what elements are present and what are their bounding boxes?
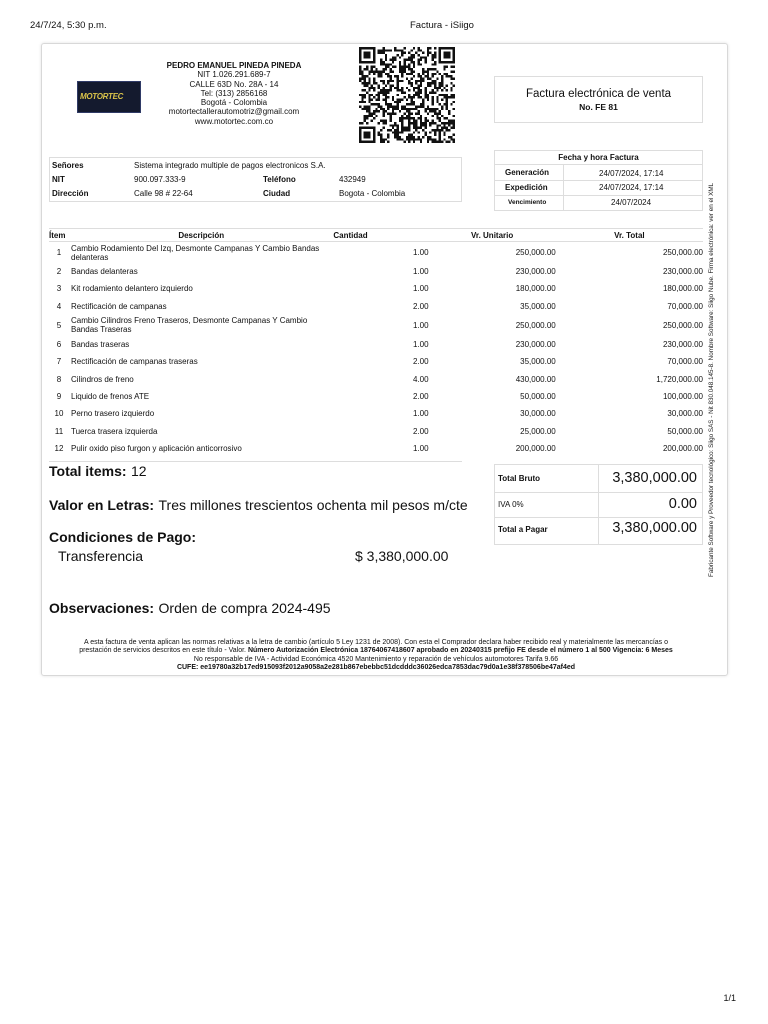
row-qty: 4.00 [412,374,429,384]
total-items-label: Total items: [49,463,127,479]
client-address-label: Dirección [52,189,89,198]
row-total: 30,000.00 [667,409,703,419]
row-total: 230,000.00 [662,267,703,277]
table-row [49,336,703,353]
col-desc: Descripción [69,229,333,242]
row-desc: Perno trasero izquierdo [71,409,155,419]
total-bruto-row [495,465,702,493]
table-row [49,370,703,387]
col-qty: Cantidad [333,229,428,242]
totals-box [494,464,703,545]
row-unit: 30,000.00 [520,409,556,419]
emitter-phone: Tel: (313) 2856168 [200,88,268,98]
expedition-label: Expedición [505,183,548,192]
emitter-nit: NIT 1.026.291.689-7 [197,70,271,80]
row-desc: Rectificación de campanas [71,301,167,311]
invoice-title-box [494,76,703,123]
row-item: 6 [56,340,62,350]
row-qty: 1.00 [412,320,429,330]
row-total: 180,000.00 [662,284,703,294]
client-address: Calle 98 # 22-64 [134,189,193,198]
row-qty: 2.00 [412,426,429,436]
row-total: 250,000.00 [662,248,703,257]
col-unit: Vr. Unitario [429,229,556,242]
row-item: 5 [56,320,62,330]
row-unit: 230,000.00 [515,340,556,350]
row-item: 12 [54,443,64,453]
invoice-dates [494,150,703,211]
row-item: 4 [56,301,62,311]
row-item: 1 [56,248,62,257]
total-pagar-row [495,517,702,544]
table-bottom-rule [49,461,462,462]
total-items [49,463,147,481]
due-label: Vencimiento [508,199,547,206]
payment-amount: $ 3,380,000.00 [355,548,449,564]
amount-in-words [49,497,468,515]
row-desc: Bandas delanteras [71,267,138,277]
total-pagar-value: 3,380,000.00 [612,520,697,536]
row-qty: 2.00 [412,301,429,311]
total-items-value: 12 [130,463,147,479]
client-phone-label: Teléfono [263,175,296,184]
table-row [49,405,703,422]
client-name: Sistema integrado multiple de pagos electronicos S.A. [134,161,326,170]
row-qty: 1.00 [412,340,429,350]
emitter-city: Bogotá - Colombia [200,98,268,108]
legal-line-2 [49,647,703,655]
table-row [49,242,703,264]
total-bruto-value: 3,380,000.00 [612,470,697,486]
payment-method: Transferencia [58,548,144,564]
row-desc: Cambio Rodamiento Del Izq, Desmonte Campanas Y Cambio Bandas delanteras [71,243,320,262]
client-nit-label: NIT [52,175,65,184]
emitter-address: CALLE 63D No. 28A - 14 [189,79,279,89]
row-unit: 250,000.00 [515,320,556,330]
expedition-date: 24/07/2024, 17:14 [599,183,664,192]
invoice-number: No. FE 81 [579,102,618,112]
client-info [49,157,462,202]
row-unit: 180,000.00 [515,284,556,294]
row-total: 50,000.00 [667,426,703,436]
client-city-label: Ciudad [263,189,291,198]
legal-text [49,639,703,672]
table-row [49,422,703,439]
table-row [49,298,703,315]
table-row [49,315,703,336]
row-unit: 35,000.00 [520,357,556,367]
row-qty: 1.00 [412,409,429,419]
row-total: 100,000.00 [662,391,703,401]
generation-label: Generación [505,168,550,177]
print-datetime: 24/7/24, 5:30 p.m. [30,20,107,31]
row-item: 8 [56,374,62,384]
page-number: 1/1 [723,993,736,1003]
letras-value: Tres millones trescientos ochenta mil pesos m/cte [158,497,468,513]
payment-conditions-label: Condiciones de Pago: [49,529,197,545]
items-header-row [49,229,703,242]
row-item: 2 [56,267,62,277]
row-qty: 1.00 [412,284,429,294]
observations-label: Observaciones: [49,600,155,616]
legal-line-1: A esta factura de venta aplican las normas relativas a la letra de cambio (artículo 5 Ley 1231 de 2008). Con esta el Comprador declara haber recibido real y materialmente las mercancías o [83,639,669,646]
row-desc: Tuerca trasera izquierda [71,426,158,436]
dates-header: Fecha y hora Factura [558,153,639,162]
client-nit: 900.097.333-9 [134,175,186,184]
row-item: 9 [56,391,62,401]
row-unit: 50,000.00 [520,391,556,401]
col-item: Ítem [49,229,69,242]
client-phone: 432949 [339,175,366,184]
row-unit: 230,000.00 [515,267,556,277]
legal-authorization: Número Autorización Electrónica 18764067418607 aprobado en 20240315 prefijo FE desde el número 1 al 500 Vigencia: 6 Meses [247,647,673,655]
due-date: 24/07/2024 [611,198,652,207]
iva-value: 0.00 [668,496,697,512]
generation-date: 24/07/2024, 17:14 [599,169,664,178]
observations [49,600,331,618]
row-qty: 1.00 [412,443,429,453]
row-desc: Bandas traseras [71,340,130,350]
row-total: 70,000.00 [667,357,703,367]
letras-label: Valor en Letras: [49,497,155,513]
emitter-info [150,61,318,126]
table-row [49,440,703,457]
client-city: Bogota - Colombia [339,189,406,198]
row-total: 200,000.00 [662,443,703,453]
col-total: Vr. Total [556,229,703,242]
row-total: 1,720,000.00 [656,374,703,384]
row-unit: 35,000.00 [520,301,556,311]
iva-label: IVA 0% [498,500,524,509]
row-desc: Cambio Cilindros Freno Traseros, Desmonte Campanas Y Cambio Bandas Traseras [71,316,308,335]
cufe: CUFE: ee19780a32b17ed915093f2012a9058a2e281b867ebebbc51dcdddc36026edca7853dac79d0a1e38f378506be47af4ed [176,663,576,671]
row-item: 3 [56,284,62,294]
row-unit: 430,000.00 [515,374,556,384]
row-unit: 25,000.00 [520,426,556,436]
emitter-web: www.motortec.com.co [194,116,274,126]
row-unit: 250,000.00 [515,248,556,257]
row-desc: Pulir oxido piso furgon y aplicación anticorrosivo [71,443,242,453]
table-row [49,388,703,405]
items-table [49,228,703,457]
row-item: 7 [56,357,62,367]
row-item: 10 [54,409,64,419]
row-qty: 1.00 [412,248,429,257]
row-total: 70,000.00 [667,301,703,311]
table-row [49,263,703,280]
row-desc: Cilindros de freno [71,374,134,384]
table-row [49,280,703,297]
qr-code [359,47,455,143]
legal-line-2a: prestación de servicios descritos en este título - Valor. [79,647,246,655]
legal-line-3: No responsable de IVA - Actividad Económica 4520 Mantenimiento y reparación de vehículos automotores Tarifa 9.66 [193,655,559,663]
total-pagar-label: Total a Pagar [498,525,548,534]
row-unit: 200,000.00 [515,443,556,453]
row-qty: 2.00 [412,357,429,367]
iva-row [495,492,702,518]
client-senores-label: Señores [52,161,84,170]
row-qty: 2.00 [412,391,429,401]
row-desc: Liquido de frenos ATE [71,391,150,401]
emitter-name: PEDRO EMANUEL PINEDA PINEDA [166,61,302,70]
invoice-type: Factura electrónica de venta [525,88,672,100]
emitter-email: motortectallerautomotriz@gmail.com [168,107,300,117]
vertical-software-note: Fabricante Software y Proveedor tecnológico: Siigo SAS - Nit 830.048.145-8. Nombre Software: Siigo Nube. Firma electrónica: ver en el XML [708,182,715,577]
logo-text: MOTORTEC [80,92,124,101]
row-total: 230,000.00 [662,340,703,350]
row-desc: Rectificación de campanas traseras [71,357,198,367]
row-item: 11 [54,426,64,436]
observations-value: Orden de compra 2024-495 [158,600,331,616]
table-row [49,353,703,370]
row-total: 250,000.00 [662,320,703,330]
print-page-title: Factura - iSiigo [410,20,474,31]
total-bruto-label: Total Bruto [498,474,541,483]
row-qty: 1.00 [412,267,429,277]
row-desc: Kit rodamiento delantero izquierdo [71,284,193,294]
